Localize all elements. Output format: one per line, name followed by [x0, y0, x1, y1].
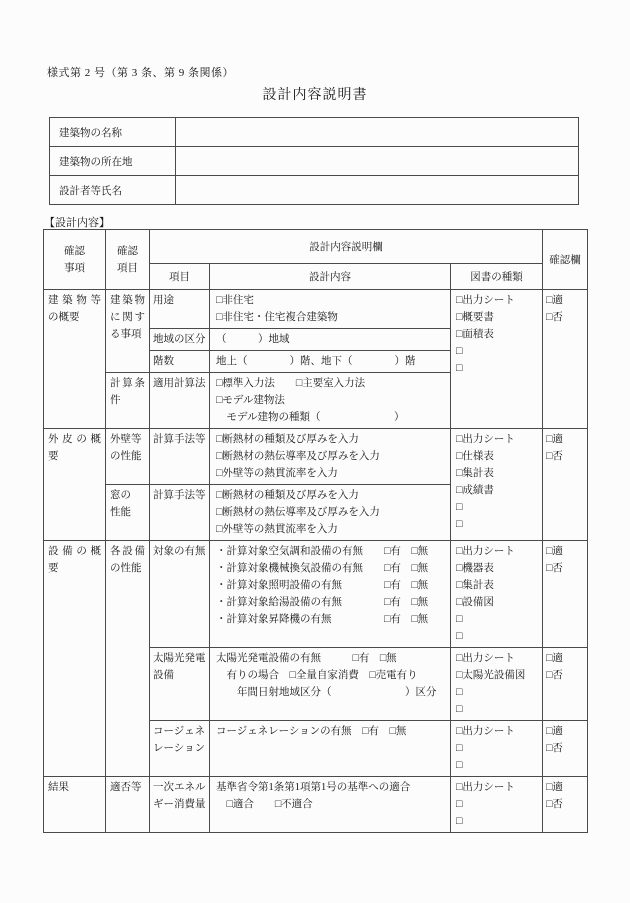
designer-name-label: 設計者等氏名 [50, 176, 176, 205]
content-target-presence-checkboxes: ・計算対象空気調和設備の有無 □有 □無 ・計算対象機械換気設備の有無 □有 □無 ・計算対象照明設備の有無 □有 □無 ・計算対象給湯設備の有無 □有 □無 ・計算対象昇降機の有無 □有 □無 [210, 541, 451, 648]
check-solar: □適 □否 [543, 648, 588, 721]
item-floors: 階数 [150, 351, 210, 373]
item-usage: 用途 [150, 290, 210, 329]
header-check-column: 確認欄 [543, 230, 588, 290]
building-name-label: 建築物の名称 [50, 118, 176, 147]
content-region: （ ）地域 [210, 329, 451, 351]
section-equipment-overview: 設備の概 要 [44, 541, 106, 777]
section-envelope-overview: 外皮の概 要 [44, 429, 106, 541]
check-cogeneration: □適 □否 [543, 721, 588, 777]
section-building-overview: 建築物等 の概要 [44, 290, 106, 429]
item-cogeneration: コージェネ レーション [150, 721, 210, 777]
docs-result-checkboxes: □出力シート □ □ [451, 777, 543, 833]
design-content-table [43, 229, 588, 833]
table-row [50, 147, 579, 176]
item-calc-method: 適用計算法 [150, 373, 210, 429]
table-row [50, 176, 579, 205]
section-result: 結果 [44, 777, 106, 833]
building-location-value [176, 147, 579, 176]
content-usage-checkboxes: □非住宅 □非住宅・住宅複合建築物 [210, 290, 451, 329]
header-description-column: 設計内容説明欄 [150, 230, 543, 264]
designer-name-value [176, 176, 579, 205]
table-row [44, 290, 588, 329]
item-region: 地域の区分 [150, 329, 210, 351]
item-solar-power: 太陽光発電 設備 [150, 648, 210, 721]
table-row [44, 429, 588, 485]
content-solar-checkboxes: 太陽光発電設備の有無 □有 □無 有りの場合 □全量自家消費 □売電有り 年間日射地域区分（ ）区分 [210, 648, 451, 721]
content-cogeneration-checkboxes: コージェネレーションの有無 □有 □無 [210, 721, 451, 777]
docs-solar-checkboxes: □出力シート □太陽光設備図 □ □ [451, 648, 543, 721]
docs-building-checkboxes: □出力シート □概要書 □面積表 □ □ [451, 290, 543, 429]
header-check-item: 確認 項目 [106, 230, 150, 290]
category-calc-condition: 計算条 件 [106, 373, 150, 429]
header-design-content: 設計内容 [210, 264, 451, 290]
category-each-equipment: 各設備 の性能 [106, 541, 150, 777]
table-row [44, 777, 588, 833]
item-window-calc-method: 計算手法等 [150, 485, 210, 541]
docs-envelope-checkboxes: □出力シート □仕様表 □集計表 □成績書 □ □ [451, 429, 543, 541]
building-name-value [176, 118, 579, 147]
content-floors: 地上（ ）階、地下（ ）階 [210, 351, 451, 373]
item-target-presence: 対象の有無 [150, 541, 210, 648]
header-item: 項目 [150, 264, 210, 290]
header-check-matter: 確認 事項 [44, 230, 106, 290]
docs-equipment-checkboxes: □出力シート □機器表 □集計表 □設備図 □ □ [451, 541, 543, 648]
page-title: 設計内容説明書 [262, 88, 368, 103]
table-row [50, 118, 579, 147]
item-wall-calc-method: 計算手法等 [150, 429, 210, 485]
content-window-checkboxes: □断熱材の種類及び厚みを入力 □断熱材の熱伝導率及び厚みを入力 □外壁等の熱貫流率を入力 [210, 485, 451, 541]
content-result-checkboxes: 基準省令第1条第1項第1号の基準への適合 □適合 □不適合 [210, 777, 451, 833]
building-info-table [49, 117, 579, 205]
docs-cogeneration-checkboxes: □出力シート □ □ [451, 721, 543, 777]
check-equipment: □適 □否 [543, 541, 588, 648]
item-primary-energy: 一次エネル ギー消費量 [150, 777, 210, 833]
design-content-section-label: 【設計内容】 [44, 217, 110, 229]
check-result: □適 □否 [543, 777, 588, 833]
header-doc-type: 図書の種類 [451, 264, 543, 290]
category-wall-performance: 外壁等 の性能 [106, 429, 150, 485]
building-location-label: 建築物の所在地 [50, 147, 176, 176]
table-row [44, 541, 588, 648]
check-envelope: □適 □否 [543, 429, 588, 541]
check-building: □適 □否 [543, 290, 588, 429]
content-calc-method-checkboxes: □標準入力法 □主要室入力法 □モデル建物法 モデル建物の種類（ ） [210, 373, 451, 429]
form-number: 様式第 2 号（第 3 条、第 9 条関係） [47, 67, 234, 79]
category-building-matters: 建築物 に関す る事項 [106, 290, 150, 373]
category-window-performance: 窓の 性能 [106, 485, 150, 541]
header-row-1 [44, 230, 588, 264]
category-pass-fail: 適否等 [106, 777, 150, 833]
content-wall-checkboxes: □断熱材の種類及び厚みを入力 □断熱材の熱伝導率及び厚みを入力 □外壁等の熱貫流率を入力 [210, 429, 451, 485]
